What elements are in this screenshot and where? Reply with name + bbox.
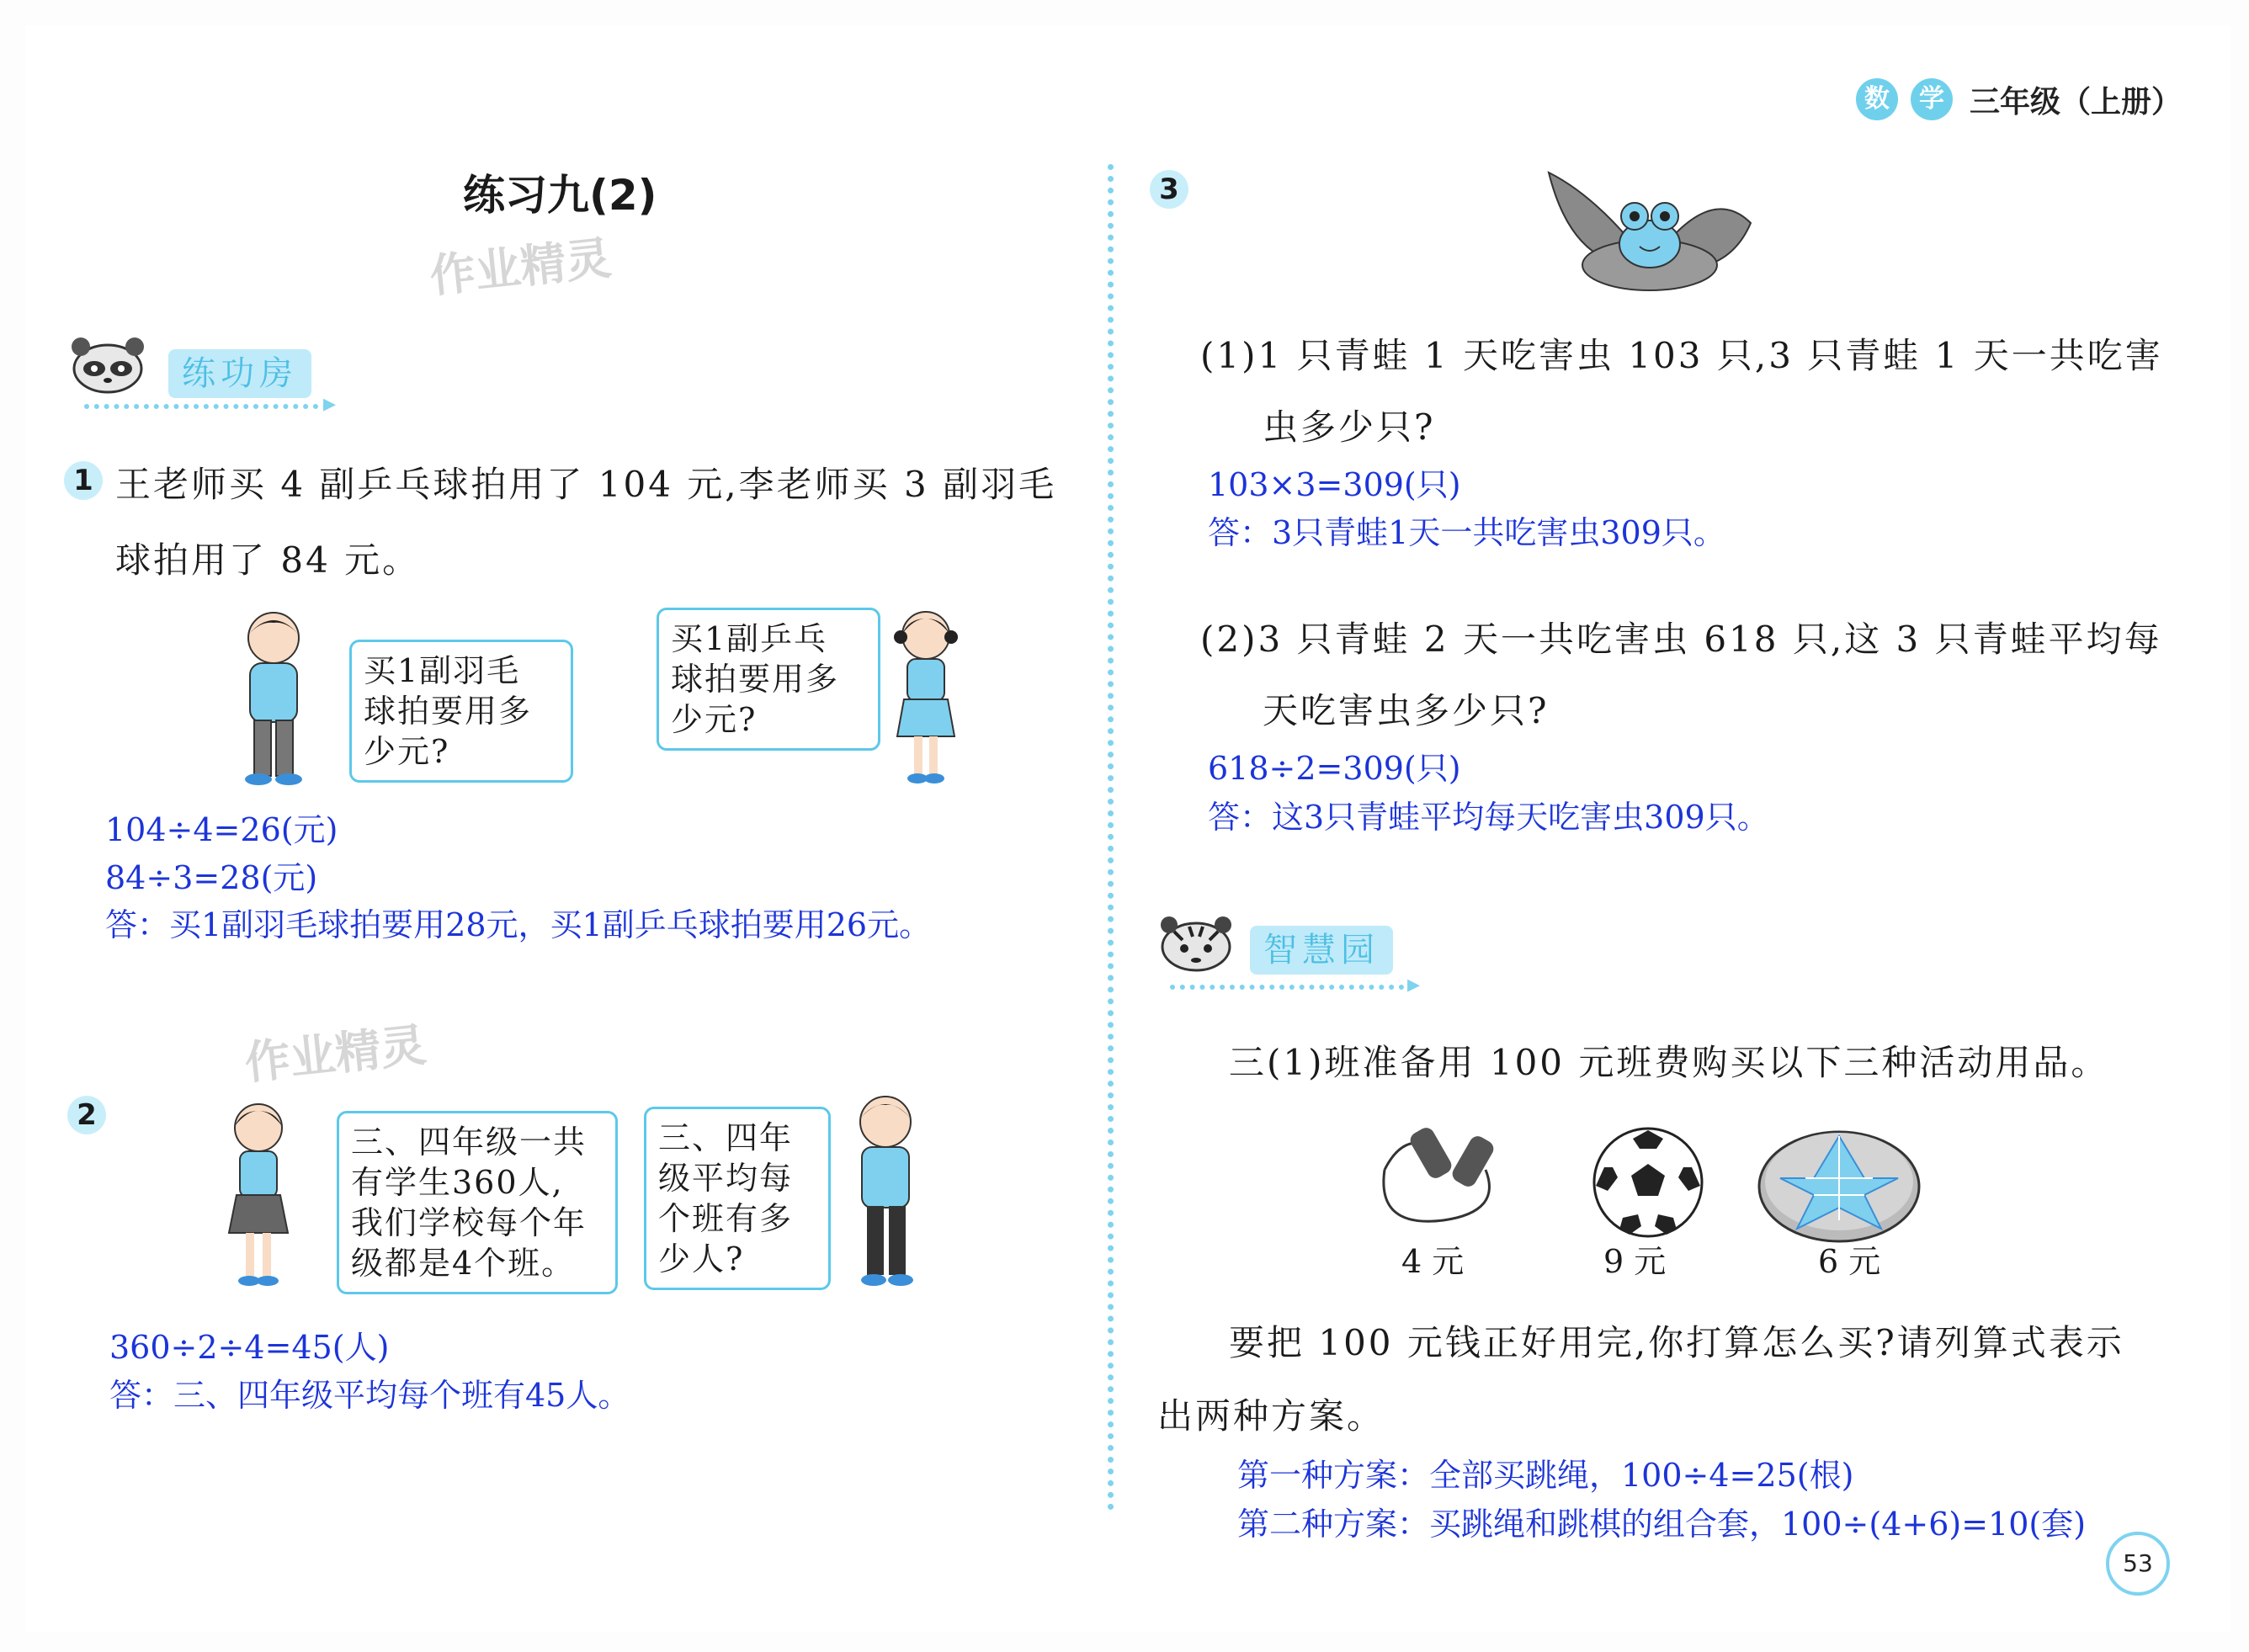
question-text: (1)1 只青蛙 1 天吃害虫 103 只,3 只青蛙 1 天一共吃害 [1200,335,2163,376]
subject-badge-2: 学 [1911,78,1953,120]
question-number: 1 [64,461,103,500]
answer-line: 第一种方案：全部买跳绳，100÷4=25(根) [1237,1457,1854,1494]
tiger-icon [1157,913,1235,972]
bubble-line: 买1副乒乓 [671,620,828,657]
page-number: 53 [2106,1532,2170,1596]
frog-illustration [1540,164,1759,303]
boy-illustration [833,1090,938,1296]
speech-bubble [644,1107,831,1290]
watermark: 作业精灵 [242,1017,429,1091]
bubble-line: 级平均每 [658,1160,794,1197]
bubble-line: 有学生360人, [351,1164,564,1201]
question-text: 王老师买 4 副乒乓球拍用了 104 元,李老师买 3 副羽毛 [115,464,1057,505]
answer-line: 104÷4=26(元) [105,811,338,848]
answer-line: 答：买1副羽毛球拍要用28元，买1副乒乓球拍要用26元。 [105,906,932,943]
answer-line: 618÷2=309(只) [1208,750,1461,787]
item-price: 6 元 [1818,1243,1881,1280]
item-price: 9 元 [1603,1243,1667,1280]
answer-line: 360÷2÷4=45(人) [109,1329,390,1366]
boy-illustration [215,606,332,791]
bubble-line: 级都是4个班。 [351,1245,576,1282]
question-text: 三(1)班准备用 100 元班费购买以下三种活动用品。 [1229,1042,2109,1083]
speech-bubble [337,1111,618,1294]
question-number: 3 [1150,170,1188,209]
answer-line: 84÷3=28(元) [105,859,318,896]
speech-bubble [657,608,880,751]
bubble-line: 少元? [671,701,758,738]
girl-illustration [875,602,976,791]
bubble-line: 个班有多 [658,1200,794,1237]
speech-bubble [349,640,573,783]
raccoon-icon [69,335,146,394]
question-text: (2)3 只青蛙 2 天一共吃害虫 618 只,这 3 只青蛙平均每 [1200,619,2162,660]
arrow-right-icon: ▸ [323,389,337,418]
subject-badge-1: 数 [1856,78,1898,120]
question-text: 天吃害虫多少只? [1263,690,1550,731]
column-divider [1108,164,1114,1511]
wisdom-section-label: 智慧园 [1250,926,1393,975]
bubble-line: 球拍要用多 [364,693,533,730]
section-divider [1170,985,1414,990]
question-text: 出两种方案。 [1157,1395,1385,1437]
girl-illustration [210,1094,307,1296]
bubble-line: 少人? [658,1240,745,1278]
answer-line: 答：3只青蛙1天一共吃害虫309只。 [1208,514,1725,551]
soccer-ball-icon [1589,1123,1707,1241]
question-text: 要把 100 元钱正好用完,你打算怎么买?请列算式表示 [1229,1322,2124,1363]
question-number: 2 [67,1096,106,1134]
section-divider [84,404,328,409]
answer-line: 答：三、四年级平均每个班有45人。 [109,1377,630,1414]
grade-label: 三年级（上册） [1970,85,2183,120]
bubble-line: 三、四年级一共 [351,1123,588,1161]
watermark: 作业精灵 [427,231,614,304]
answer-line: 第二种方案：买跳绳和跳棋的组合套，100÷(4+6)=10(套) [1237,1506,2087,1543]
question-text: 球拍用了 84 元。 [115,539,421,581]
answer-line: 答：这3只青蛙平均每天吃害虫309只。 [1208,799,1769,836]
arrow-right-icon: ▸ [1407,969,1421,999]
question-text: 虫多少只? [1263,406,1436,448]
jump-rope-icon [1368,1119,1515,1237]
bubble-line: 少元? [364,733,450,770]
practice-section-label: 练功房 [168,349,311,398]
bubble-line: 球拍要用多 [671,661,840,698]
item-price: 4 元 [1401,1243,1465,1280]
bubble-line: 三、四年 [658,1119,794,1156]
bubble-line: 买1副羽毛 [364,652,521,689]
bubble-line: 我们学校每个年 [351,1204,588,1241]
page-title: 练习九(2) [463,171,657,220]
chinese-checkers-icon [1755,1111,1923,1246]
answer-line: 103×3=309(只) [1208,466,1461,503]
